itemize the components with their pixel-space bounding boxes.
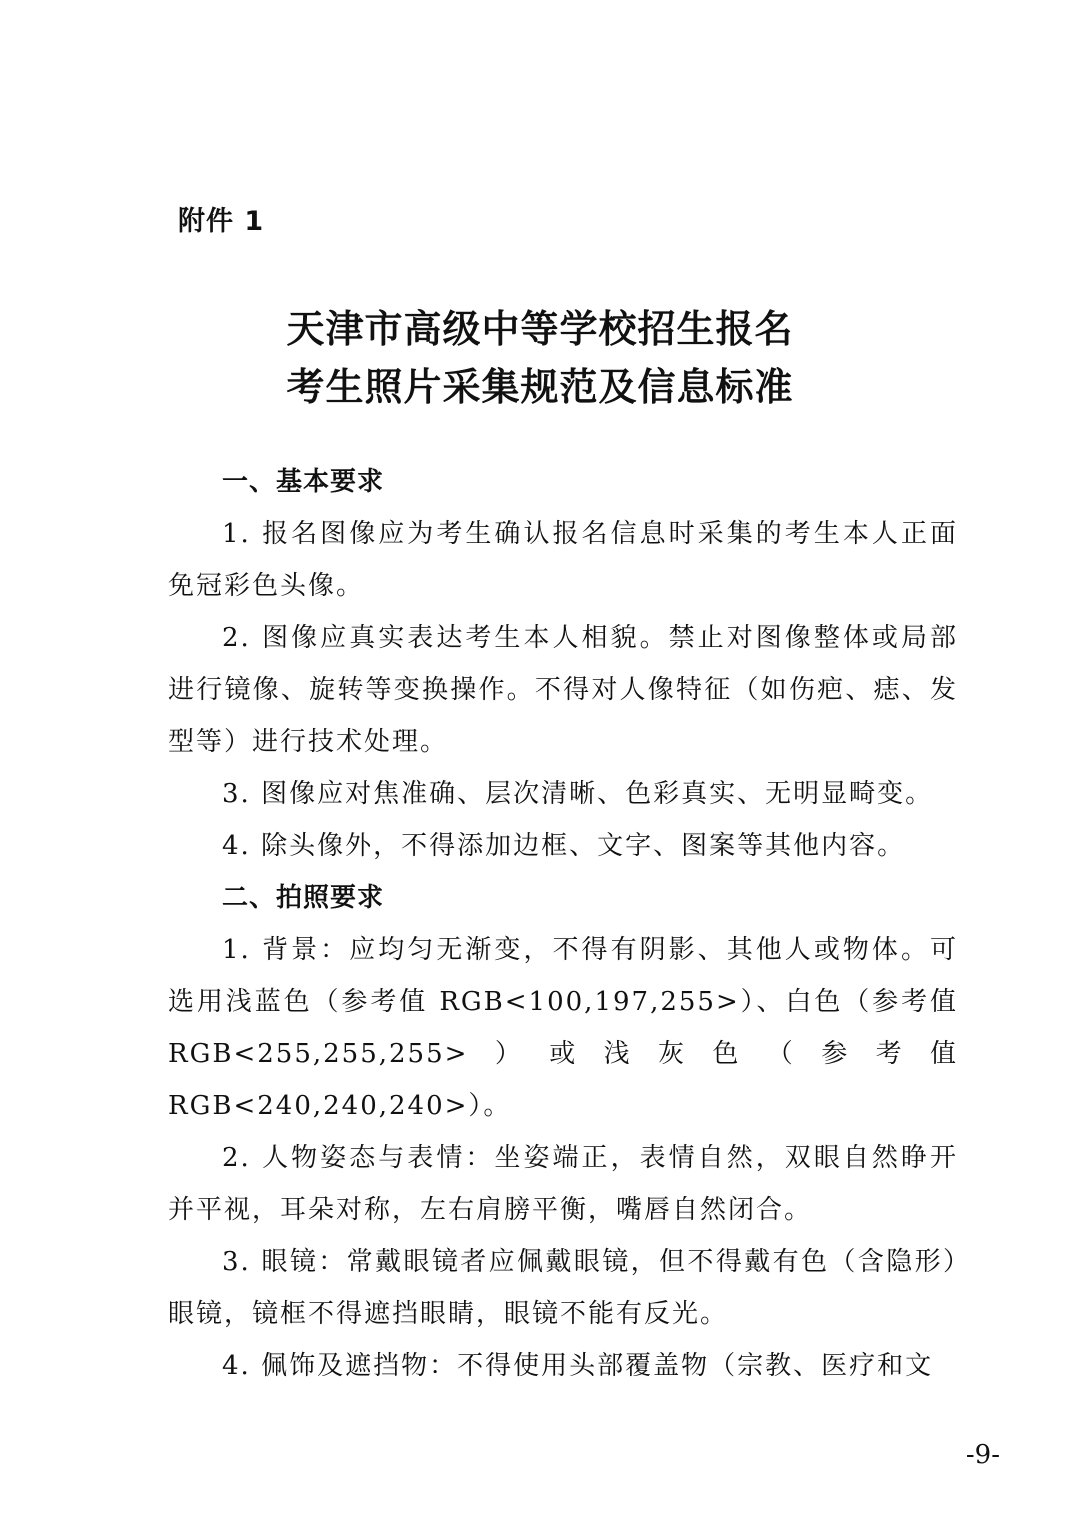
document-body xyxy=(168,456,958,1392)
title-line-2: 考生照片采集规范及信息标准 xyxy=(286,364,794,409)
title-line-1: 天津市高级中等学校招生报名 xyxy=(286,306,794,351)
paragraph: 2. 人物姿态与表情：坐姿端正，表情自然，双眼自然睁开并平视，耳朵对称，左右肩膀平衡，嘴唇自然闭合。 xyxy=(168,1143,958,1225)
document-title xyxy=(0,300,1080,416)
section-heading-basic-requirements: 一、基本要求 xyxy=(222,467,385,497)
attachment-label: 附件 1 xyxy=(178,206,265,237)
paragraph: 2. 图像应真实表达考生本人相貌。禁止对图像整体或局部进行镜像、旋转等变换操作。不得对人像特征（如伤疤、痣、发型等）进行技术处理。 xyxy=(168,623,958,757)
paragraph: 4. 佩饰及遮挡物：不得使用头部覆盖物（宗教、医疗和文 xyxy=(222,1351,934,1381)
section-heading-photo-requirements: 二、拍照要求 xyxy=(222,883,385,913)
paragraph: 1. 报名图像应为考生确认报名信息时采集的考生本人正面免冠彩色头像。 xyxy=(168,519,958,601)
page-number: -9- xyxy=(965,1440,1000,1470)
paragraph: 1. 背景：应均匀无渐变，不得有阴影、其他人或物体。可选用浅蓝色（参考值 RGB<100,197,255>）、白色（参考值 RGB<255,255,255>）或浅灰色（参考值 RGB<240,240,240>）。 xyxy=(168,935,958,1121)
paragraph: 4. 除头像外，不得添加边框、文字、图案等其他内容。 xyxy=(222,831,906,861)
paragraph: 3. 眼镜：常戴眼镜者应佩戴眼镜，但不得戴有色（含隐形）眼镜，镜框不得遮挡眼睛，眼镜不能有反光。 xyxy=(168,1247,958,1329)
paragraph: 3. 图像应对焦准确、层次清晰、色彩真实、无明显畸变。 xyxy=(222,779,934,809)
